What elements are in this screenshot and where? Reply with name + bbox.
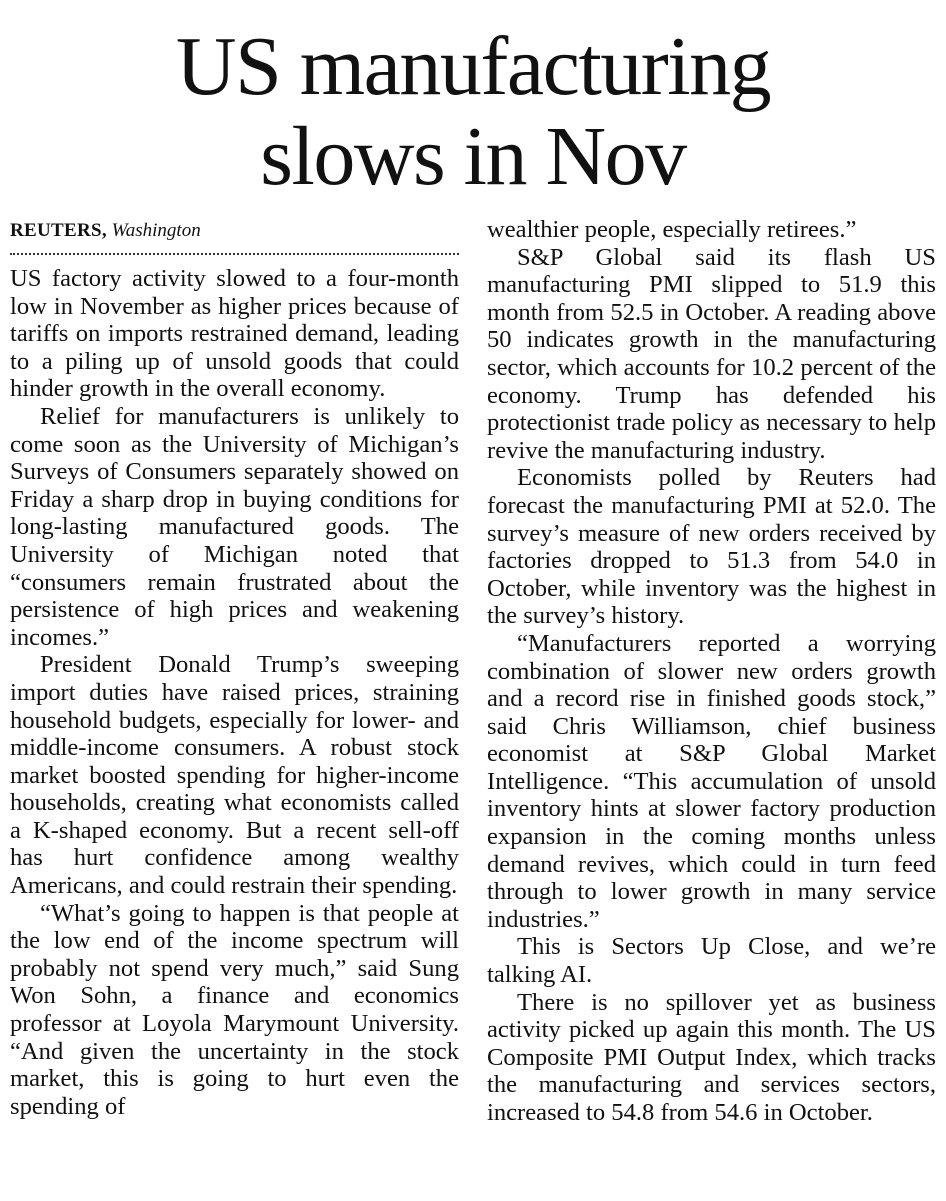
paragraph: S&P Global said its flash US manufacturing PMI slipped to 51.9 this month from 52.5 in October. A reading above 50 indicates growth in the manufacturing sector, which accounts for 10.2 percent of the economy. Trump has defended his protectionist trade policy as necessary to help revive the manufacturing industry.: [487, 243, 936, 464]
headline-line-2: slows in Nov: [260, 110, 686, 203]
headline-line-1: US manufacturing: [175, 20, 771, 113]
paragraph: US factory activity slowed to a four-month low in November as higher prices because of tariffs on imports restrained demand, leading to a piling up of unsold goods that could hinder growth in the overall economy.: [10, 265, 459, 403]
paragraph-continued: wealthier people, especially retirees.”: [487, 216, 857, 243]
right-column: [487, 216, 936, 1127]
paragraph: President Donald Trump’s sweeping import duties have raised prices, straining household budgets, especially for lower- and middle-income consumers. A robust stock market boosted spending for higher-income households, creating what economists called a K-shaped economy. But a recent sell-off has hurt confidence among wealthy Americans, and could restrain their spending.: [10, 651, 459, 900]
paragraph: There is no spillover yet as business activity picked up again this month. The US Composite PMI Output Index, which tracks the manufacturing and services sectors, increased to 54.8 from 54.6 in October.: [487, 988, 936, 1126]
byline-place: Washington: [111, 220, 201, 241]
byline-agency: REUTERS,: [10, 220, 107, 241]
paragraph: “Manufacturers reported a worrying combination of slower new orders growth and a record rise in finished goods stock,” said Chris Williamson, chief business economist at S&P Global Market Intelligence. “This accumulation of unsold inventory hints at slower factory production expansion in the coming months unless demand revives, which could in turn feed through to lower growth in many service industries.”: [487, 629, 936, 933]
left-column: [10, 218, 459, 1120]
paragraph: Economists polled by Reuters had forecast the manufacturing PMI at 52.0. The survey’s measure of new orders received by factories dropped to 51.3 from 54.0 in October, while inventory was the highest in the survey’s history.: [487, 464, 936, 630]
paragraph: This is Sectors Up Close, and we’re talking AI.: [487, 933, 936, 989]
article-headline: [0, 22, 946, 202]
paragraph: “What’s going to happen is that people at the low end of the income spectrum will probably not spend very much,” said Sung Won Sohn, a finance and economics professor at Loyola Marymount University. “And given the uncertainty in the stock market, this is going to hurt even the spending of: [10, 899, 459, 1120]
byline: [10, 218, 459, 255]
paragraph: Relief for manufacturers is unlikely to come soon as the University of Michigan’s Surveys of Consumers separately showed on Friday a sharp drop in buying conditions for long-lasting manufactured goods. The University of Michigan noted that “consumers remain frustrated about the persistence of high prices and weakening incomes.”: [10, 402, 459, 651]
